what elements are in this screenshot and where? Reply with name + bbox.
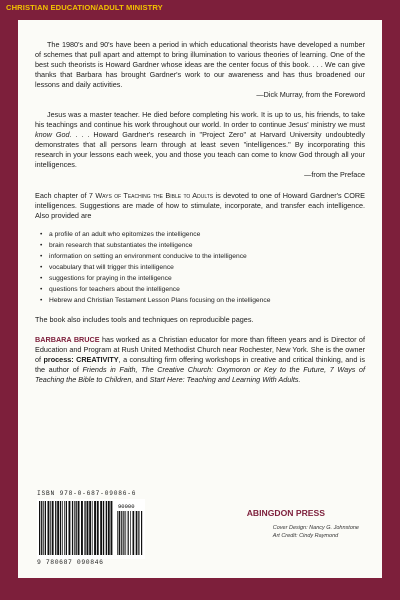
barcode-bar	[66, 501, 67, 555]
preface-quote	[35, 110, 365, 169]
barcode-icon	[37, 499, 145, 559]
author-bio-part3: and	[133, 375, 150, 385]
barcode-bar	[84, 501, 85, 555]
barcode-bar	[111, 501, 113, 555]
preface-quote-part1: Jesus was a master teacher. He died before completing his work. It is up to us, his friends, to take his teachings and continue his work throughout our world. In order to continue Jesus' ministry we must	[35, 110, 365, 130]
barcode-bar	[81, 501, 83, 555]
features-list	[35, 229, 365, 306]
barcode-addon-bar	[128, 511, 129, 555]
list-item: • a profile of an adult who epitomizes the intelligence	[49, 229, 365, 240]
barcode-addon-bar	[117, 511, 118, 555]
list-item: • information on setting an environment conducive to the intelligence	[49, 251, 365, 262]
barcode-bar	[64, 501, 65, 555]
barcode-bar	[74, 501, 75, 555]
list-item: • Hebrew and Christian Testament Lesson Plans focusing on the intelligence	[49, 295, 365, 306]
chapters-paragraph	[35, 191, 365, 221]
author-bio	[35, 335, 365, 385]
author-name: BARBARA BRUCE	[35, 335, 100, 345]
publisher-name: ABINGDON PRESS	[246, 508, 325, 518]
foreword-attribution: —Dick Murray, from the Foreword	[256, 89, 365, 99]
chapters-prefix: Each chapter of	[35, 190, 89, 200]
barcode-bar	[89, 501, 91, 555]
barcode-bar	[87, 501, 89, 555]
author-book-last: Start Here: Teaching and Learning With Adults.	[149, 375, 301, 385]
barcode-bar	[106, 501, 107, 555]
barcode-bar	[62, 501, 63, 555]
barcode-bar	[76, 501, 77, 555]
preface-attribution: —from the Preface	[304, 169, 365, 179]
barcode-addon-bar	[138, 511, 139, 555]
barcode-bar	[55, 501, 56, 555]
barcode-bar	[103, 501, 104, 555]
barcode-bar	[72, 501, 73, 555]
preface-quote-emphasis: know God	[35, 130, 70, 140]
back-cover-panel	[18, 20, 382, 578]
barcode-bar	[41, 501, 42, 555]
barcode-bar	[39, 501, 40, 555]
list-item: • suggestions for praying in the intelligence	[49, 273, 365, 284]
barcode-bar	[100, 501, 102, 555]
list-item: • brain research that substantiates the intelligence	[49, 240, 365, 251]
barcode-addon-bar	[141, 511, 142, 555]
barcode-addon-bar	[125, 511, 126, 555]
barcode-bar	[57, 501, 59, 555]
barcode-addon-bar	[130, 511, 131, 555]
preface-quote-part2: . . . . Howard Gardner's research in "Project Zero" at Harvard University undoubtedly demonstrates that all persons learn through at least seven "intelligences." By incorporating this research in your lessons each week, you and those you teach can come to know God through all your intelligences.	[35, 130, 365, 169]
chapters-suffix: is devoted to one of Howard Gardner's CORE intelligences. Suggestions are made of how to stimulate, incorporate, and transfer each intelligence. Also provided are	[35, 190, 366, 220]
credits	[273, 524, 359, 540]
author-books: Friends in Faith, The Creative Church: Oxymoron or Key to the Future, 7 Ways of Teaching the Bible to Children,	[35, 365, 365, 385]
barcode-bar	[48, 501, 50, 555]
author-bio-part2: , a consulting firm offering workshops in creative and critical thinking, and is the author of	[35, 355, 365, 375]
foreword-quote: The 1980's and 90's have been a period in which educational theorists have developed a number of schemes that pull apart and attempt to bring illumination to various theories of learning. One of the best such theorists is Howard Gardner whose ideas are the center focus of this book. . . . We can give thanks that Barbara has brought Gardner's work to our awareness and has thus broadened our lessons and daily activities.	[35, 40, 365, 89]
barcode-bar	[108, 501, 110, 555]
barcode-bar	[97, 501, 99, 555]
cover-design-credit: Cover Design: Nancy G. Johnstone	[272, 525, 359, 531]
author-company: process: CREATIVITY	[43, 355, 119, 365]
book-title: 7 Ways of Teaching the Bible to Adults	[88, 190, 214, 200]
barcode-bar	[69, 501, 71, 555]
barcode-digits: 9 780687 090846	[37, 559, 104, 566]
isbn-text: ISBN 978-0-687-09086-6	[37, 490, 137, 497]
author-bio-part1: has worked as a Christian educator for more than fifteen years and is Director of Education and Program at Rush United Methodist Church near Rochester, New York. She is the owner of	[35, 335, 365, 365]
barcode-bar	[78, 501, 80, 555]
barcode-bar	[52, 501, 54, 555]
cover-bottom	[35, 490, 365, 570]
barcode-addon-digits: 90000	[118, 503, 135, 510]
barcode-addon-bar	[121, 511, 122, 555]
book-also-paragraph: The book also includes tools and techniques on reproducible pages.	[35, 314, 254, 324]
barcode-bar	[45, 501, 46, 555]
barcode-bar	[94, 501, 96, 555]
barcode-addon-bar	[123, 511, 124, 555]
barcode-addon-bar	[133, 511, 135, 555]
art-credit: Art Credit: Cindy Raymond	[272, 533, 339, 539]
list-item: • questions for teachers about the intelligence	[49, 284, 365, 295]
barcode-bar	[43, 501, 44, 555]
list-item: • vocabulary that will trigger this intelligence	[49, 262, 365, 273]
barcode-bar	[50, 501, 51, 555]
barcode-addon-bar	[119, 511, 121, 555]
barcode-bar	[92, 501, 93, 555]
barcode-bar	[60, 501, 61, 555]
category-label: CHRISTIAN EDUCATION/ADULT MINISTRY	[6, 3, 163, 12]
barcode-addon-bar	[136, 511, 138, 555]
